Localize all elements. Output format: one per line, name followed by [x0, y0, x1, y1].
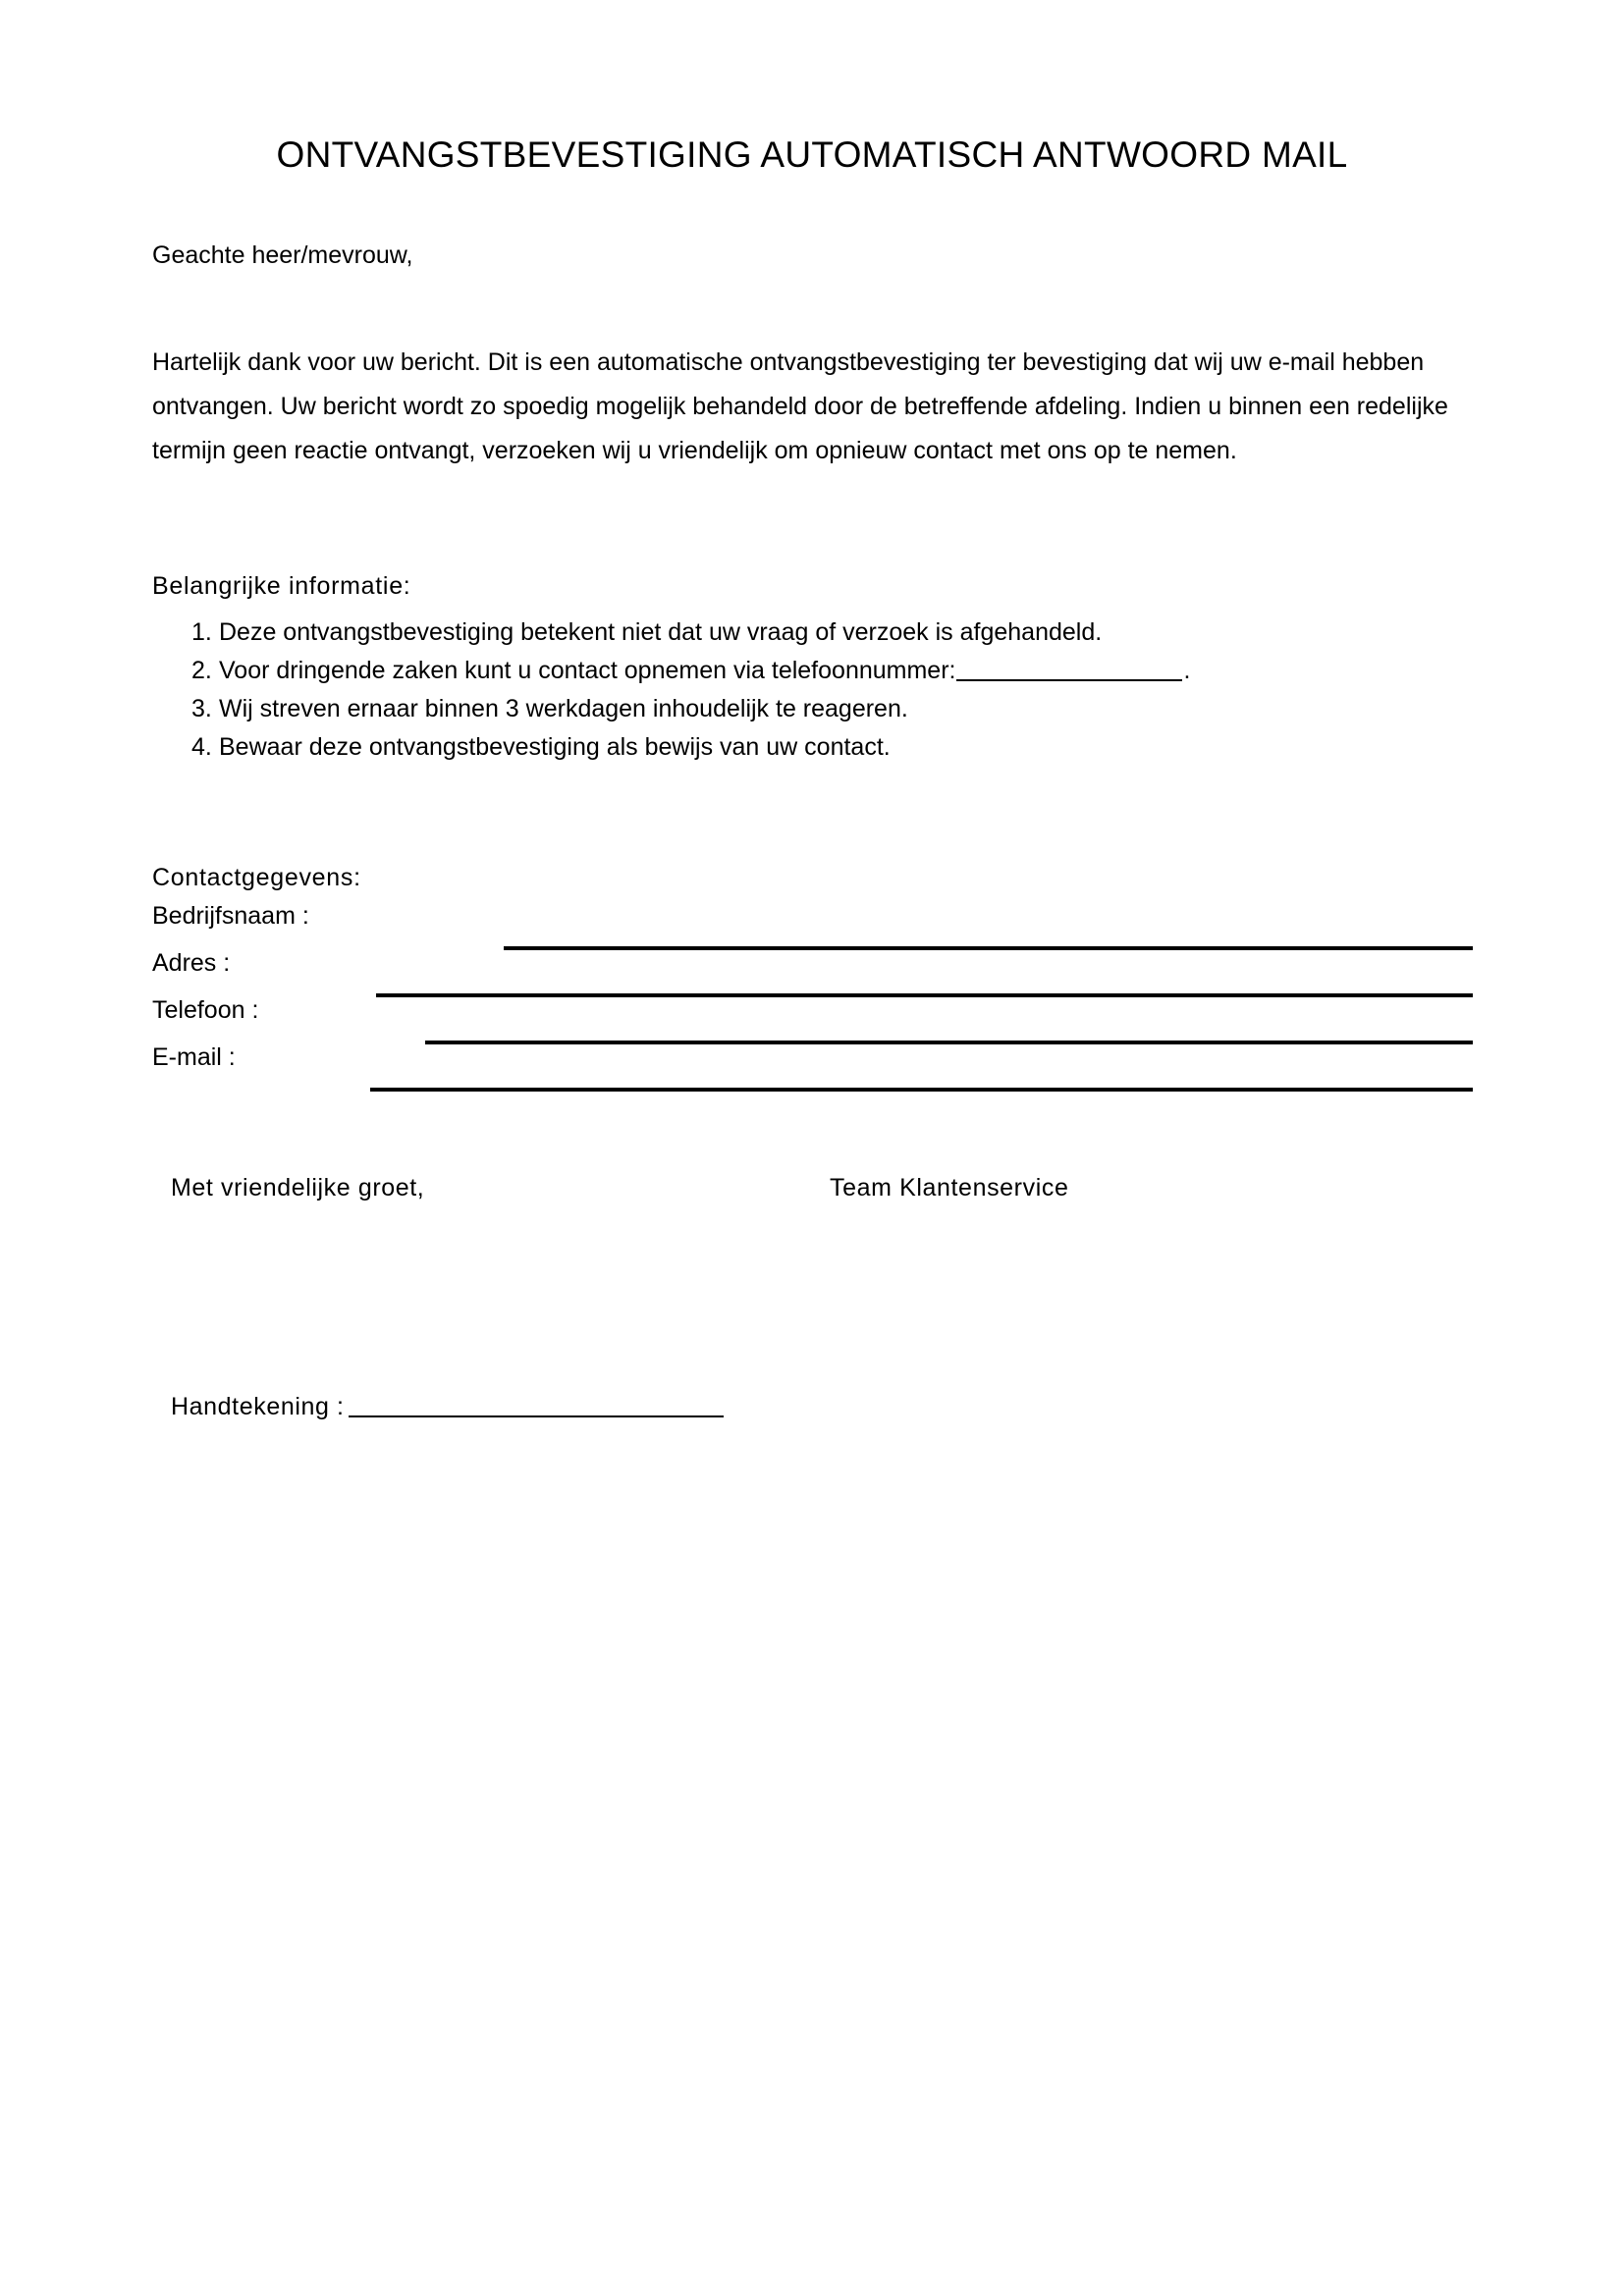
field-label-adres: Adres : [152, 949, 231, 977]
page-title: ONTVANGSTBEVESTIGING AUTOMATISCH ANTWOORD MAIL [276, 133, 1348, 175]
field-row-bedrijfsnaam [152, 903, 1473, 950]
field-label-email: E-mail : [152, 1043, 236, 1071]
salutation-text: Geachte heer/mevrouw, [152, 241, 413, 269]
list-item-text: Voor dringende zaken kunt u contact opnemen via telefoonnummer: [219, 657, 956, 684]
list-item [191, 614, 1190, 652]
contact-details-heading: Contactgegevens: [152, 864, 361, 891]
signature-input[interactable] [349, 1396, 724, 1417]
list-item [191, 690, 1190, 728]
list-item [191, 728, 1190, 767]
list-item-number: 3. [191, 695, 212, 722]
list-item-text: Wij streven ernaar binnen 3 werkdagen inhoudelijk te reageren. [219, 695, 908, 722]
list-item-number: 1. [191, 618, 212, 646]
important-info-heading: Belangrijke informatie: [152, 572, 411, 600]
telefoonnummer-blank-field[interactable] [956, 660, 1182, 681]
field-label-telefoon: Telefoon : [152, 996, 259, 1024]
list-item-text: Deze ontvangstbevestiging betekent niet dat uw vraag of verzoek is afgehandeld. [219, 618, 1103, 646]
list-item-number: 2. [191, 657, 212, 684]
closing-team-name: Team Klantenservice [830, 1174, 1069, 1201]
field-input-email[interactable] [370, 1088, 1473, 1092]
intro-paragraph: Hartelijk dank voor uw bericht. Dit is een automatische ontvangstbevestiging ter bevestiging dat wij uw e-mail hebben ontvangen. Uw bericht wordt zo spoedig mogelijk behandeld door de betreffende afdeling. Indien u binnen een redelijke termijn geen reactie ontvangt, verzoeken wij u vriendelijk om opnieuw contact met ons op te nemen. [152, 348, 1448, 464]
field-row-email [152, 1044, 1473, 1092]
field-label-bedrijfsnaam: Bedrijfsnaam : [152, 902, 309, 930]
signature-label: Handtekening : [171, 1393, 345, 1420]
closing-greeting: Met vriendelijke groet, [171, 1174, 425, 1201]
list-item [191, 652, 1190, 690]
field-row-adres [152, 950, 1473, 997]
field-row-telefoon [152, 997, 1473, 1044]
important-info-list [191, 614, 1190, 767]
list-item-number: 4. [191, 733, 212, 761]
list-item-text-suffix: . [1183, 657, 1191, 684]
signature-row [171, 1394, 724, 1421]
list-item-text: Bewaar deze ontvangstbevestiging als bewijs van uw contact. [219, 733, 891, 761]
